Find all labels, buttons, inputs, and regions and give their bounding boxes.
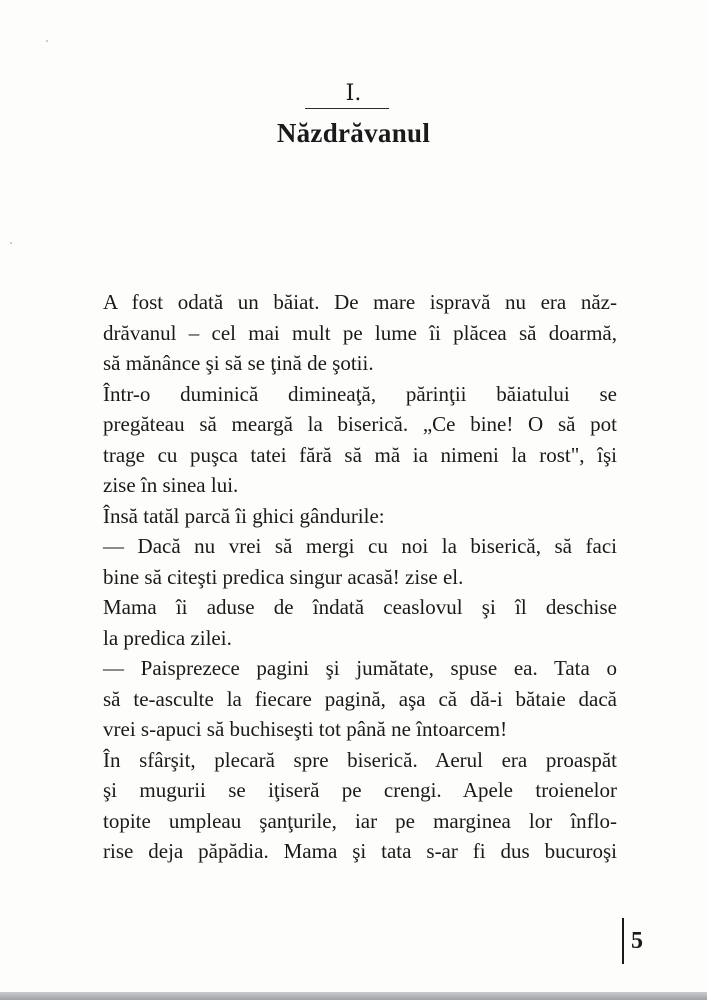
chapter-divider	[305, 108, 389, 109]
text-line: topite umpleau şanţurile, iar pe marginea lor înflo-	[103, 808, 617, 833]
text-line: la predica zilei.	[103, 625, 232, 650]
text-line: şi mugurii se iţiseră pe crengi. Apele troienelor	[103, 778, 617, 802]
text-line: drăvanul – cel mai mult pe lume îi plăcea să doarmă,	[103, 320, 617, 345]
scan-edge	[0, 992, 707, 1000]
page-number: 5	[631, 928, 643, 954]
paper-speck	[46, 40, 48, 42]
text-line: pregăteau să meargă la biserică. „Ce bine! O să pot	[103, 412, 617, 436]
body-text	[103, 287, 617, 867]
page-number-rule	[622, 918, 624, 964]
text-line: Mama îi aduse de îndată ceaslovul şi îl deschise	[103, 595, 617, 619]
text-line: — Paisprezece pagini şi jumătate, spuse ea. Tata o	[103, 656, 617, 680]
text-line: vrei s-apuci să buchiseşti tot până ne întoarcem!	[103, 717, 508, 741]
text-line: În sfârşit, plecară spre biserică. Aerul era proaspăt	[103, 747, 617, 772]
chapter-title: Năzdrăvanul	[276, 118, 431, 148]
text-line: trage cu puşca tatei fără să mă ia nimeni la rost", îşi	[103, 442, 617, 467]
paper-speck	[10, 242, 12, 244]
text-line: — Dacă nu vrei să mergi cu noi la biserică, să faci	[103, 534, 617, 558]
text-line: bine să citeşti predica singur acasă! zise el.	[103, 564, 464, 589]
text-line: să te-asculte la fiecare pagină, aşa că dă-i bătaie dacă	[103, 686, 617, 711]
text-line: Într-o duminică dimineaţă, părinţii băiatului se	[103, 381, 617, 406]
text-line: să mănânce şi să se ţină de şotii.	[103, 351, 374, 375]
text-line: zise în sinea lui.	[103, 473, 239, 497]
text-line: A fost odată un băiat. De mare ispravă nu era năz-	[103, 290, 617, 314]
text-line: rise deja păpădia. Mama şi tata s-ar fi dus bucuroşi	[103, 839, 617, 863]
text-line: Însă tatăl parcă îi ghici gândurile:	[103, 503, 385, 528]
chapter-number: I.	[345, 81, 362, 106]
